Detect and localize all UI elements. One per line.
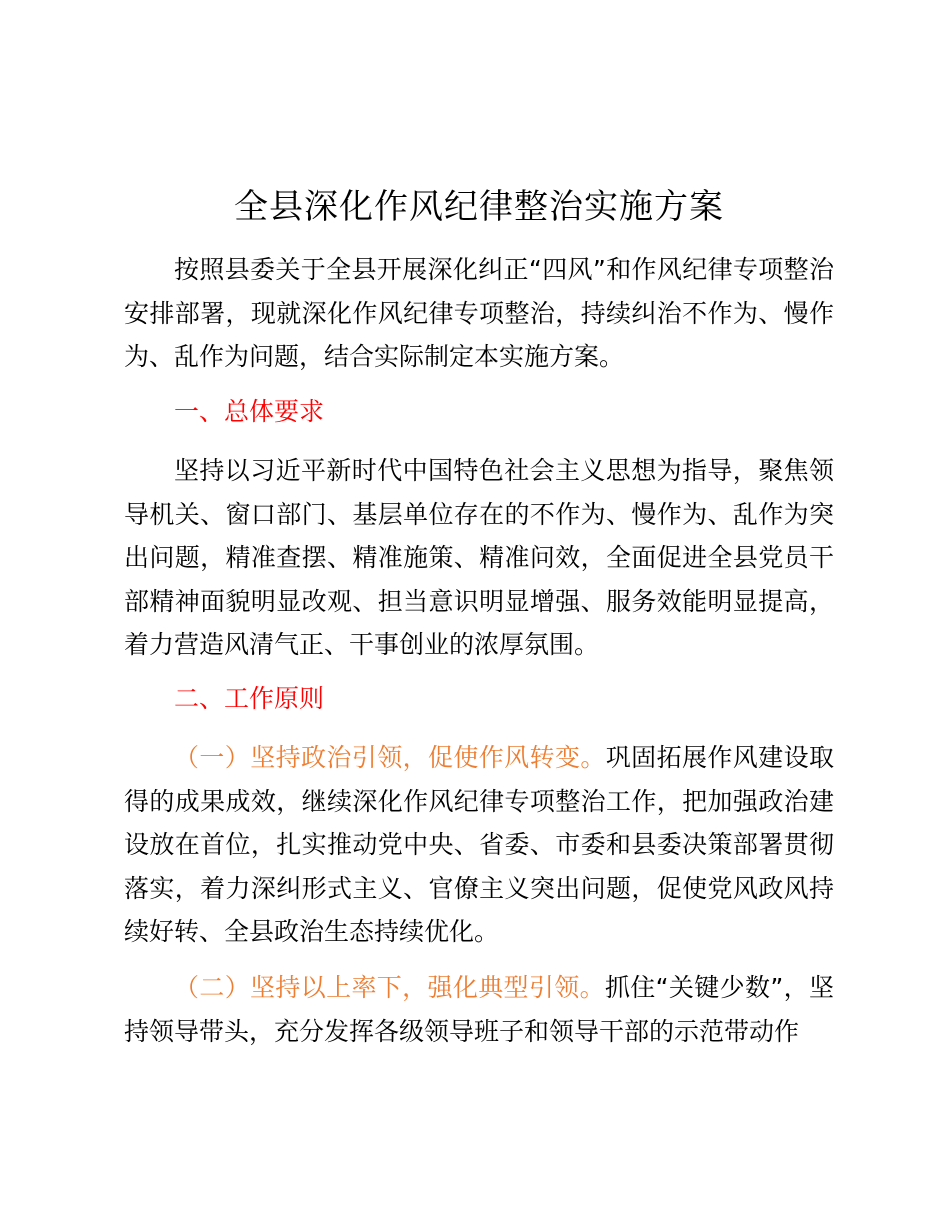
- section-heading-overall-requirements: 一、总体要求: [174, 397, 325, 426]
- principle-item-1: [124, 736, 834, 954]
- principle-item-2: [124, 966, 834, 1053]
- intro-paragraph: 按照县委关于全县开展深化纠正“四风”和作风纪律专项整治安排部署，现就深化作风纪律专项整治，持续纠治不作为、慢作为、乱作为问题，结合实际制定本实施方案。: [124, 255, 834, 371]
- overall-requirements-paragraph: 坚持以习近平新时代中国特色社会主义思想为指导，聚焦领导机关、窗口部门、基层单位存在的不作为、慢作为、乱作为突出问题，精准查摆、精准施策、精准问效，全面促进全县党员干部精神面貌明显改观、担当意识明显增强、服务效能明显提高，着力营造风清气正、干事创业的浓厚氛围。: [124, 456, 834, 659]
- principle-item-1-body: 巩固拓展作风建设取得的成果成效，继续深化作风纪律专项整治工作，把加强政治建设放在首位，扎实推动党中央、省委、市委和县委决策部署贯彻落实，着力深纠形式主义、官僚主义突出问题，促使党风政风持续好转、全县政治生态持续优化。: [124, 743, 834, 946]
- document-title: 全县深化作风纪律整治实施方案: [234, 187, 724, 227]
- principle-item-2-body: 抓住“关键少数”，坚持领导带头，充分发挥各级领导班子和领导干部的示范带动作: [124, 973, 834, 1046]
- principle-item-1-lead: （一）坚持政治引领，促使作风转变。: [174, 743, 606, 772]
- principle-item-2-lead: （二）坚持以上率下，强化典型引领。: [174, 973, 605, 1002]
- section-heading-work-principles: 二、工作原则: [174, 684, 325, 713]
